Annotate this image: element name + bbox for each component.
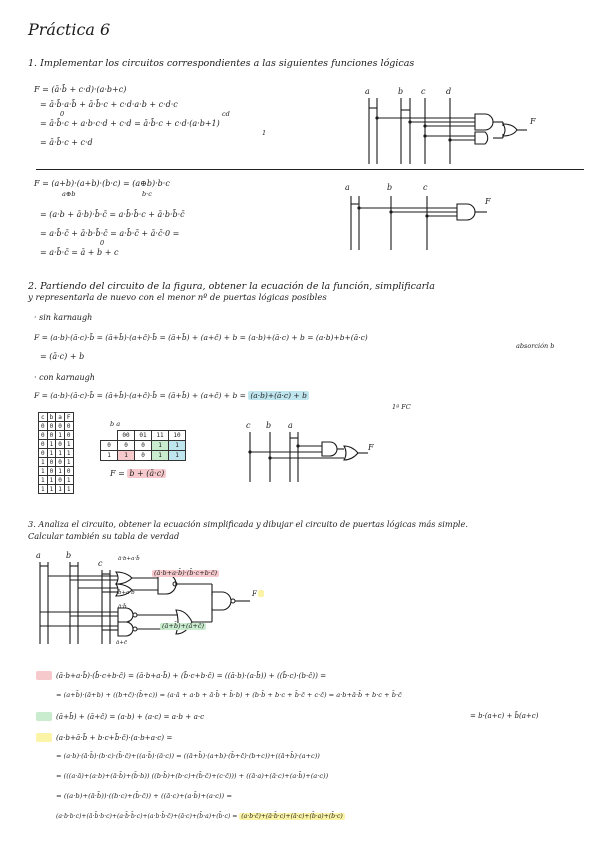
kmap-cell: 1 bbox=[152, 451, 169, 461]
absorcion-note: absorción b bbox=[516, 342, 555, 350]
kmap-col-11: 11 bbox=[152, 431, 169, 441]
kmap-cell: 0 bbox=[118, 441, 135, 451]
con-karnaugh-eq bbox=[34, 392, 309, 400]
f2-underscript-bc: b·c bbox=[142, 190, 152, 198]
truth-table-row bbox=[39, 467, 74, 476]
truth-table-cell: 1 bbox=[56, 431, 65, 440]
s3-line-5: (a·b+ā·b̄ + b·c+b̄·c̄)·(a·b+a·c) = bbox=[56, 733, 173, 742]
truth-table-cell: 0 bbox=[47, 458, 56, 467]
section-3-heading: 3. Analiza el circuito, obtener la ecuación simplificada y dibujar el circuito de puertas lógicas más simple. bbox=[28, 519, 468, 529]
truth-table-cell: 0 bbox=[39, 440, 48, 449]
kmap-result-text: F = bbox=[110, 469, 128, 478]
circuit-2-input-b: b bbox=[387, 183, 393, 192]
s3-line-9-text: (a·b·b·c)+(ā·b̄·b·c)+(a·b̄·b̄·c)+(a·b·b̄·c̄)+(ā·c)+(b̄·a)+(b̄·c) = bbox=[56, 813, 238, 820]
s3-line-2: = (a+b̄)·(ā+b) + ((b+c̄)·(b̄+c)) = (a·ā + a·b + ā·b̄ + b̄·b) + (b·b̄ + b·c + b̄·c̄ + c·c̄) = a·b+ā·b̄ + b·c + b̄·c̄ bbox=[56, 691, 402, 699]
truth-table-row bbox=[39, 449, 74, 458]
truth-table-cell: 1 bbox=[47, 476, 56, 485]
truth-table-cell: 1 bbox=[64, 440, 73, 449]
circuit-3-diagram bbox=[240, 418, 390, 488]
truth-table-cell: 1 bbox=[39, 458, 48, 467]
truth-table-row bbox=[39, 458, 74, 467]
circuit-4-input-b: b bbox=[66, 551, 72, 560]
truth-table-cell: 1 bbox=[47, 449, 56, 458]
kmap-row-1 bbox=[101, 451, 186, 461]
con-karnaugh-label: · con karnaugh bbox=[34, 373, 95, 382]
s3-line-1: (ā·b+a·b̄)·(b̄·c+b·c̄) = (ā·b+a·b̄) + (b̄·c+b·c̄) = ((ā·b)·(a·b̄)) + ((b̄·c)·(b·c̄)) = bbox=[56, 671, 327, 680]
circuit-4-label-3: ā·b̄ bbox=[118, 604, 127, 610]
kmap-row-label-0: 0 bbox=[101, 441, 118, 451]
th-a: a bbox=[56, 413, 65, 422]
truth-table-cell: 1 bbox=[56, 485, 65, 494]
kmap-cell: 0 bbox=[135, 451, 152, 461]
f1-line-2: = ā·b̄·a·b̄ + ā·b̄·c + c·d·a·b + c·d·c bbox=[40, 100, 178, 109]
truth-table-cell: 1 bbox=[64, 449, 73, 458]
page-title: Práctica 6 bbox=[28, 20, 111, 39]
f2-line-3: = a·b̄·c̄ + ā·b·b̄·c̄ = a·b̄·c̄ + ā·c̄·0 = bbox=[40, 229, 180, 238]
kmap-row-label-1: 1 bbox=[101, 451, 118, 461]
kmap-cell: 1 bbox=[118, 451, 135, 461]
truth-table-cell: 1 bbox=[39, 485, 48, 494]
truth-table-row bbox=[39, 485, 74, 494]
truth-table-cell: 0 bbox=[39, 422, 48, 431]
con-karnaugh-eq-highlight: (a·b)+(ā·c) + b bbox=[250, 391, 307, 400]
section-3-heading-line-2: Calcular también su tabla de verdad bbox=[28, 531, 180, 541]
section-2-heading: 2. Partiendo del circuito de la figura, obtener la ecuación de la función, simplificarla bbox=[28, 281, 435, 292]
s3-line-3: (ā+b̄) + (ā+c̄) = (a·b) + (a·c) = a·b + a·c bbox=[56, 712, 205, 721]
kmap-cell: 1 bbox=[169, 451, 186, 461]
circuit-2-output: F bbox=[485, 197, 491, 206]
truth-table-cell: 0 bbox=[47, 431, 56, 440]
circuit-1-input-a: a bbox=[365, 87, 370, 96]
kmap-col-10: 10 bbox=[169, 431, 186, 441]
truth-table-row bbox=[39, 422, 74, 431]
truth-table-cell: 1 bbox=[64, 476, 73, 485]
truth-table-cell: 1 bbox=[64, 458, 73, 467]
circuit-4-output-highlight bbox=[258, 590, 264, 597]
kmap-header-row bbox=[101, 431, 186, 441]
circuit-4-label-1: ā·b+a·b̄ bbox=[118, 556, 140, 562]
s3-line-4: = b·(a+c) + b̄(a+c) bbox=[470, 712, 539, 720]
circuit-4-green-highlight: (ā+b̄)+(ā+c̄) bbox=[162, 622, 205, 630]
sin-karnaugh-eq-2: = (ā·c) + b bbox=[40, 352, 85, 361]
circuit-4-output: F bbox=[252, 590, 257, 598]
truth-table-cell: 0 bbox=[64, 431, 73, 440]
circuit-2-input-a: a bbox=[345, 183, 350, 192]
section-1-heading: 1. Implementar los circuitos correspondientes a las siguientes funciones lógicas bbox=[28, 58, 415, 69]
truth-table-cell: 1 bbox=[56, 449, 65, 458]
circuit-3-input-a: a bbox=[288, 421, 293, 430]
circuit-1-output: F bbox=[530, 117, 536, 126]
section-divider bbox=[36, 169, 584, 170]
kmap-col-01: 01 bbox=[135, 431, 152, 441]
truth-table-header bbox=[39, 413, 74, 422]
circuit-3-output: F bbox=[368, 443, 374, 452]
first-canonical-form-note: 1ª FC bbox=[392, 403, 411, 411]
circuit-4-input-a: a bbox=[36, 551, 41, 560]
f1-line-1: F = (ā·b̄ + c·d)·(a·b+c) bbox=[34, 85, 127, 94]
circuit-4-pink-highlight: (ā·b+a·b̄)·(b̄·c+b·c̄) bbox=[154, 569, 218, 577]
th-b: b bbox=[47, 413, 56, 422]
kmap-result-highlight: b + (ā·c) bbox=[129, 469, 165, 478]
truth-table-cell: 0 bbox=[56, 440, 65, 449]
circuit-2-input-c: c bbox=[423, 183, 428, 192]
kmap-top-label: b a bbox=[110, 420, 121, 428]
f1-line-3: = ā·b̄·c + a·b·c·d + c·d = ā·b̄·c + c·d·(a·b+1) bbox=[40, 119, 220, 128]
f2-underscript-zero: 0 bbox=[100, 239, 105, 247]
circuit-1-input-d: d bbox=[446, 87, 452, 96]
f1-underscript-zero: 0 bbox=[60, 110, 65, 118]
yellow-marker bbox=[36, 733, 52, 742]
truth-table-cell: 1 bbox=[47, 440, 56, 449]
s3-line-8: = ((a·b)+(ā·b̄))·((b·c)+(b̄·c̄)) + ((ā·c)+(a·b̄)+(a·c)) = bbox=[56, 792, 233, 800]
kmap-row-0 bbox=[101, 441, 186, 451]
pink-marker bbox=[36, 671, 52, 680]
kmap-cell: 0 bbox=[135, 441, 152, 451]
circuit-2-diagram bbox=[335, 178, 515, 258]
kmap-cell: 1 bbox=[152, 441, 169, 451]
circuit-4-input-c: c bbox=[98, 559, 103, 568]
f1-line-4: = ā·b̄·c + c·d bbox=[40, 138, 93, 147]
f2-line-2: = (a·b + ā·b)·b̄·c̄ = a·b̄·b̄·c + ā·b·b̄·c̄ bbox=[40, 210, 185, 219]
green-marker bbox=[36, 712, 52, 721]
circuit-1-diagram bbox=[355, 80, 545, 170]
f2-line-1: F = (a+b)·(a+b)·(b·c) = (a⊕b)·b·c bbox=[34, 179, 170, 188]
truth-table-cell: 0 bbox=[64, 422, 73, 431]
truth-table-cell: 1 bbox=[64, 485, 73, 494]
karnaugh-map bbox=[100, 430, 186, 461]
f1-underscript-one: 1 bbox=[262, 129, 267, 137]
circuit-1-input-c: c bbox=[421, 87, 426, 96]
truth-table-row bbox=[39, 440, 74, 449]
truth-table-cell: 0 bbox=[39, 431, 48, 440]
circuit-4-label-2: b̄+a·b bbox=[118, 590, 135, 596]
s3-line-9 bbox=[56, 814, 345, 820]
con-karnaugh-eq-text: F = (a·b)·(ā·c)·b̄ = (ā+b̄)·(a+c̄)·b̄ = (ā+b̄) + (a+c̄) + b = bbox=[34, 391, 246, 400]
truth-table-cell: 0 bbox=[47, 422, 56, 431]
truth-table-row bbox=[39, 476, 74, 485]
truth-table-cell: 0 bbox=[56, 476, 65, 485]
th-f: F bbox=[64, 413, 73, 422]
kmap-cell: 1 bbox=[169, 441, 186, 451]
f1-underscript-cd: cd bbox=[222, 110, 230, 118]
truth-table-cell: 0 bbox=[47, 467, 56, 476]
truth-table-cell: 0 bbox=[56, 458, 65, 467]
truth-table-row bbox=[39, 431, 74, 440]
s3-final-result: (a·b·c̄)+(ā·b̄·c)+(ā·c)+(b̄·a)+(b̄·c) bbox=[241, 813, 343, 820]
truth-table-cell: 0 bbox=[39, 449, 48, 458]
truth-table-cell: 1 bbox=[56, 467, 65, 476]
circuit-4-diagram bbox=[30, 548, 280, 648]
kmap-result bbox=[110, 470, 166, 478]
circuit-1-input-b: b bbox=[398, 87, 404, 96]
s3-line-7: = (((a·ā)+(a·b)+(ā·b̄)+(b̄·b)) ((b·b̄)+(b·c)+(b̄·c̄)+(c·c̄))) + ((ā·a)+(ā·c)+(a·b̄)+(a·c)) bbox=[56, 772, 329, 780]
sin-karnaugh-label: · sin karnaugh bbox=[34, 313, 93, 322]
truth-table-cell: 0 bbox=[56, 422, 65, 431]
truth-table-cell: 0 bbox=[64, 467, 73, 476]
section-2-heading-line-2: y representarla de nuevo con el menor nº de puertas lógicas posibles bbox=[28, 293, 327, 303]
s3-line-6: = (a·b)·(ā·b̄)·(b·c)·(b̄·c̄)+((a·b̄)·(ā·c)) = ((ā+b̄)·(a+b)·(b̄+c̄)·(b+c))+((ā+b̄)·(a+c)) bbox=[56, 752, 320, 760]
kmap-col-00: 00 bbox=[118, 431, 135, 441]
truth-table-cell: 1 bbox=[39, 467, 48, 476]
truth-table bbox=[38, 412, 74, 494]
circuit-3-input-b: b bbox=[266, 421, 272, 430]
truth-table-cell: 1 bbox=[39, 476, 48, 485]
kmap-corner bbox=[101, 431, 118, 441]
f2-underscript-xor: a⊕b bbox=[62, 190, 76, 198]
th-c: c bbox=[39, 413, 48, 422]
sin-karnaugh-eq-1: F = (a·b)·(ā·c)·b̄ = (ā+b̄)·(a+c̄)·b̄ = (ā+b̄) + (a+c̄) + b = (a·b)+(ā·c) + b = (a·b)+b+(ā·c) bbox=[34, 333, 368, 342]
f2-line-4: = a·b̄·c̄ = ā + b + c bbox=[40, 248, 119, 257]
circuit-3-input-c: c bbox=[246, 421, 251, 430]
truth-table-cell: 1 bbox=[47, 485, 56, 494]
circuit-4-label-4: ā+c̄ bbox=[116, 640, 127, 646]
